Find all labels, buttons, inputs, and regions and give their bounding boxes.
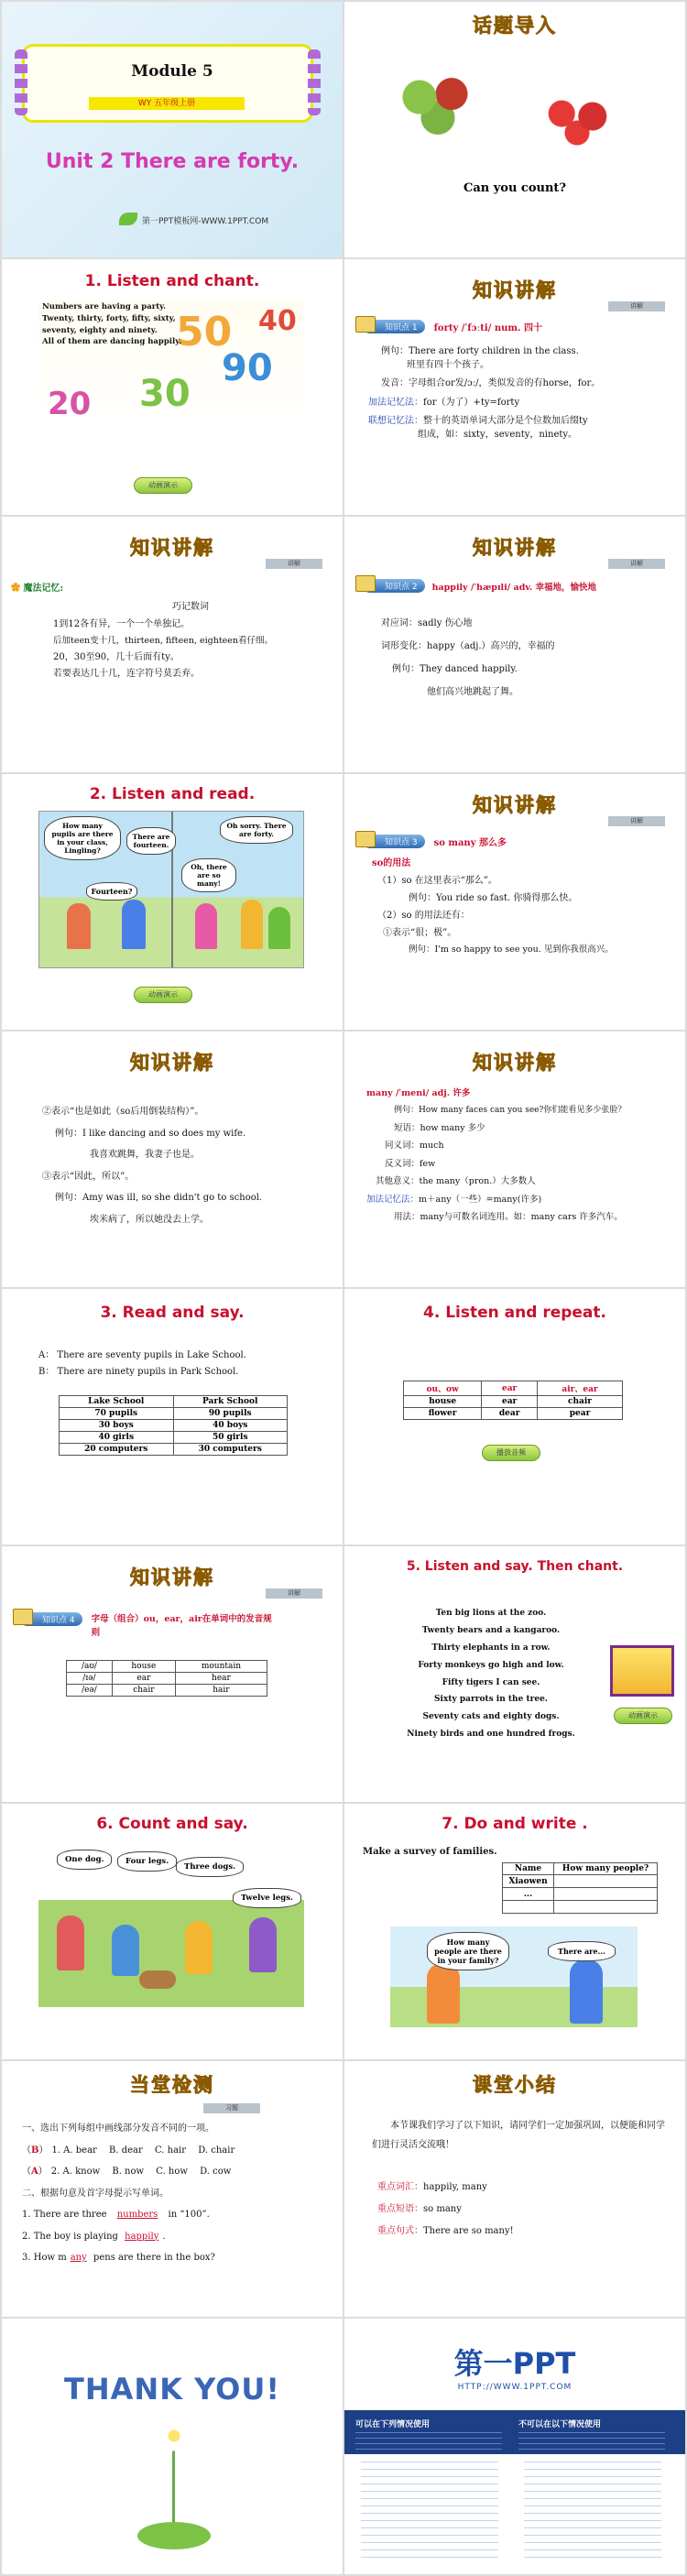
speech-bubble-2: Four legs. [117, 1851, 177, 1872]
survey-cell[interactable] [554, 1875, 658, 1888]
slide-count-say [2, 1804, 343, 2059]
apples-image [392, 71, 484, 136]
brand-url[interactable]: HTTP://WWW.1PPT.COM [457, 2383, 572, 2392]
speech-bubble-1: How many people are there in your family? [427, 1932, 509, 1970]
answer-blank-3[interactable]: any [70, 2253, 87, 2263]
ring-binder-left [15, 49, 27, 115]
survey-cell[interactable] [503, 1901, 554, 1914]
book-icon [355, 575, 376, 592]
tomatoes-image [539, 92, 616, 147]
module-title: Module 5 [131, 62, 213, 81]
speech-bubble-4: Twelve legs. [233, 1888, 301, 1908]
book-icon [355, 831, 376, 847]
slide-title: 知识讲解 [473, 537, 557, 559]
book-icon [13, 1609, 33, 1625]
knowledge-point-header: 知识点 1 forty /ˈfɔːti/ num. 四十 [363, 320, 542, 333]
animation-demo-button[interactable]: 动画演示 [614, 1708, 672, 1724]
survey-intro: Make a survey of families. [363, 1847, 497, 1857]
slide-title: 7. Do and write . [442, 1815, 588, 1833]
sentence-a: A： There are seventy pupils in Lake School. [38, 1350, 246, 1360]
numbers-party-image: 50 90 30 20 40 [38, 301, 304, 430]
survey-table: Name How many people? Xiaowen ... [502, 1862, 658, 1914]
magic-memory-label: ✿ 魔法记忆: [11, 584, 64, 594]
slide-read-say [2, 1289, 343, 1545]
slide-title: 4. Listen and repeat. [423, 1304, 606, 1322]
slide-listen-chant [2, 259, 343, 515]
answer-blank-2[interactable]: happily [125, 2231, 159, 2242]
school-table: Lake School Park School 70 pupils 90 pupils 30 boys 40 boys 40 girls 50 girls 20 computers 30 computers [59, 1395, 288, 1456]
chant-lines: Ten big lions at the zoo. Twenty bears and a kangaroo. Thirty elephants in a row. Forty monkeys go high and low. Fifty tigers I can see. Sixty parrots in the tree. Seventy cats and eighty dogs. Ninety birds and one hundred frogs. [407, 1609, 575, 1740]
speech-bubble-1: How many pupils are there in your class, Lingling? [44, 816, 121, 860]
slide-title: 知识讲解 [473, 279, 557, 301]
jiang-tag: 讲解 [608, 559, 665, 569]
slide-title: 1. Listen and chant. [84, 272, 260, 290]
site-text: 第一PPT模板网-WWW.1PPT.COM [142, 217, 269, 226]
question-text: Can you count? [463, 181, 567, 195]
slide-title: 知识讲解 [473, 1052, 557, 1074]
speech-bubble-5: Oh, there are so many! [181, 858, 236, 892]
slide-quiz: 当堂检测 习题 一、选出下列每组中画线部分发音不同的一项。 （B） 1. A. bear B. dear C. hair D. chair （A） 2. A. know B. now C. how D. cow 二、根据句意及首字母提示写单词。 1. There are three numbers in “100”. 2. The boy is playing happily . 3. How m any pens are there in the box? [2, 2061, 343, 2317]
links-panel [344, 2454, 685, 2574]
jiang-tag: 讲解 [608, 816, 665, 826]
jiang-tag: 讲解 [266, 1588, 322, 1599]
slide-title: 3. Read and say. [100, 1304, 245, 1322]
grade-tag: WY 五年级上册 [89, 97, 245, 110]
slide-listen-repeat [344, 1289, 685, 1545]
usage-panel: 可以在下列情况使用 不可以在以下情况使用 [344, 2410, 685, 2574]
slide-knowledge-1: 知识讲解 讲解 知识点 1 forty /ˈfɔːti/ num. 四十 例句：There are forty children in the class. 班里有四十个孩子。 发音：字母组合or发/ɔː/，类似发音的有horse，for。 加法记忆法：for（为了）+ty=forty 联想记忆法：整十的英语单词大部分是个位数加后缀ty 组成，如：sixty，seventy，ninety。 [344, 259, 685, 515]
slide-knowledge-3: 知识讲解 讲解 知识点 3 so many 那么多 so的用法 （1）so 在这里表示“那么”。 例句：You ride so fast. 你骑得那么快。 （2）so 的用法还有： ①表示“很；极”。 例句：I'm so happy to see you. 见到你我很高兴。 [344, 774, 685, 1030]
slide-title: 话题导入 [473, 15, 557, 37]
animation-demo-button[interactable]: 动画演示 [134, 477, 192, 494]
speech-bubble-3: Three dogs. [176, 1857, 244, 1877]
survey-cell[interactable] [554, 1901, 658, 1914]
jiang-tag: 讲解 [608, 301, 665, 311]
animation-demo-button[interactable]: 动画演示 [134, 987, 192, 1003]
slide-brand [344, 2319, 685, 2574]
sentence-b: B： There are ninety pupils in Park School. [38, 1367, 239, 1377]
exercise-tag: 习题 [203, 2103, 260, 2113]
slide-title: 5. Listen and say. Then chant. [406, 1559, 624, 1574]
slide-topic-intro [344, 2, 685, 257]
zoo-image [610, 1645, 674, 1697]
slide-listen-read [2, 774, 343, 1030]
ring-binder-right [308, 49, 321, 115]
knowledge-point-header: 知识点 2 happily /ˈhæpɪli/ adv. 幸福地，愉快地 [363, 579, 596, 593]
brand-logo: 第一PPT [453, 2346, 576, 2381]
answer-blank-1[interactable]: numbers [116, 2210, 158, 2220]
slide-knowledge-4 [2, 1546, 343, 1802]
jiang-tag: 讲解 [266, 559, 322, 569]
slide-title: 知识讲解 [130, 537, 214, 559]
play-audio-button[interactable]: 播放音频 [482, 1445, 540, 1461]
slide-do-write [344, 1804, 685, 2059]
summary-intro: 本节课我们学习了以下知识，请同学们一定加强巩固，以便能和同学们进行灵活交流哦！ [372, 2121, 665, 2150]
chant-text: Numbers are having a party. Twenty, thirty, forty, fifty, sixty, seventy, eighty and ninety. All of them are dancing happily. [42, 302, 182, 347]
thank-you-text: THANK YOU! [64, 2372, 280, 2407]
unit-title: Unit 2 There are forty. [45, 150, 300, 173]
slide-knowledge-2: 知识讲解 讲解 知识点 2 happily /ˈhæpɪli/ adv. 幸福地，愉快地 对应词：sadly 伤心地 词形变化：happy（adj.）高兴的，幸福的 例句：They danced happily. 他们高兴地跳起了舞。 [344, 517, 685, 772]
slide-knowledge-many: 知识讲解 many /ˈmeni/ adj. 许多 例句：How many faces can you see?你们能看见多少张脸？ 短语：how many 多少 同义词：much 反义词：few 其他意义：the many（pron.）大多数人 加法记忆法：m＋any（一些）=many(许多) 用法：many与可数名词连用。如：many cars 许多汽车。 [344, 1031, 685, 1287]
speech-bubble-4: Oh sorry. There are forty. [220, 816, 293, 844]
slide-knowledge-numbers: 知识讲解 讲解 ✿ 魔法记忆: 巧记数词 1到12各有异，一个一个单独记。 后加teen变十几，thirteen, fifteen, eighteen看仔细。 20，30至90，几十后面有ty。 若要表达几十几，连字符号莫丢弃。 [2, 517, 343, 772]
speech-bubble-3: Fourteen? [86, 882, 137, 901]
slide-title: 2. Listen and read. [89, 785, 256, 803]
slide-cover [2, 2, 343, 257]
knowledge-point-header: 知识点 3 so many 那么多 [363, 835, 507, 848]
survey-cell[interactable] [554, 1888, 658, 1901]
slide-title: 课堂小结 [473, 2074, 557, 2096]
knowledge-point-header: 知识点 4 字母（组合）ou，ear，air在单词中的发音规则 [20, 1612, 275, 1640]
slide-title: 当堂检测 [130, 2074, 214, 2096]
speech-bubble-2: There are fourteen. [126, 827, 176, 855]
slide-summary: 课堂小结 本节课我们学习了以下知识，请同学们一定加强巩固，以便能和同学们进行灵活交流哦！ 重点词汇：happily, many 重点短语：so many 重点句式：There are so many! [344, 2061, 685, 2317]
slide-knowledge-so: 知识讲解 ②表示“也是如此（so后用倒装结构）”。 例句：I like dancing and so does my wife. 我喜欢跳舞，我妻子也是。 ③表示“因此，所以”。 例句：Amy was ill, so she didn't go to school. 埃米病了，所以她没去上学。 [2, 1031, 343, 1287]
phonics-table: ou、ow ear air、ear house ear chair flower dear pear [403, 1381, 623, 1420]
slide-title: 知识讲解 [130, 1052, 214, 1074]
speech-bubble-2: There are... [548, 1941, 616, 1961]
slide-title: 知识讲解 [130, 1566, 214, 1588]
slide-title: 6. Count and say. [96, 1815, 248, 1833]
flower-image [130, 2419, 218, 2566]
slide-title: 知识讲解 [473, 794, 557, 816]
book-icon [355, 316, 376, 333]
sound-rule-table: /aʊ/ house mountain /ɪə/ ear hear /eə/ chair hair [66, 1660, 267, 1697]
cover-frame [22, 44, 313, 123]
slide-listen-say-chant [344, 1546, 685, 1802]
speech-bubble-1: One dog. [57, 1850, 112, 1870]
slide-thank-you [2, 2319, 343, 2574]
